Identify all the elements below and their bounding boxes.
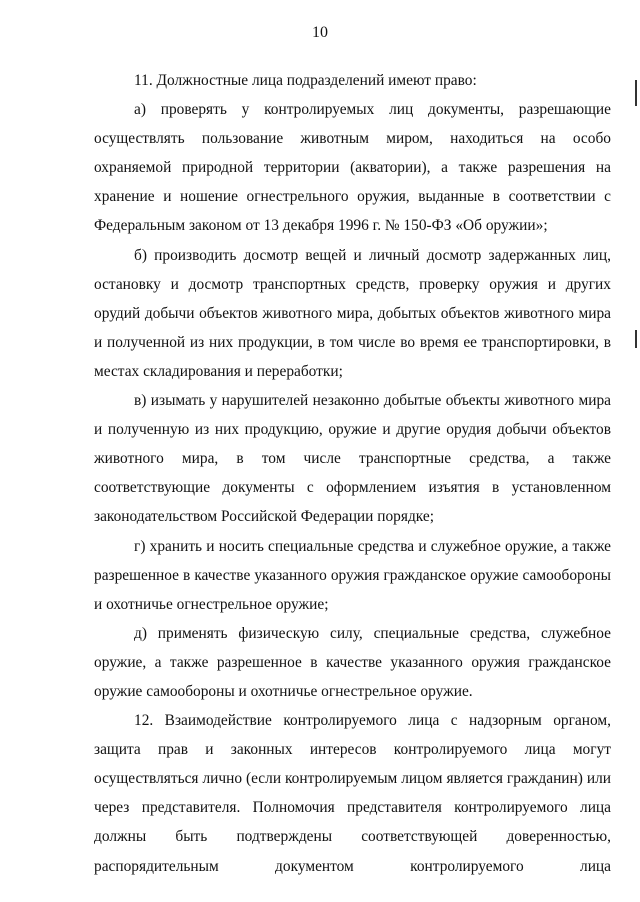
- paragraph-11v: в) изымать у нарушителей незаконно добытые объекты животного мира и полученную из них продукцию, оружие и другие орудия добычи объектов животного мира, в том числе транспортные средства, а также соответствующие документы с оформлением изъятия в установленном законодательством Российской Федерации порядке;: [94, 392, 611, 526]
- scan-edge-mark: [635, 330, 637, 348]
- paragraph-11g: г) хранить и носить специальные средства и служебное оружие, а также разрешенное в качестве указанного оружия гражданское оружие самообороны и охотничье огнестрельное оружие;: [94, 537, 611, 613]
- scan-edge-mark: [635, 80, 637, 106]
- paragraph-12: 12. Взаимодействие контролируемого лица с надзорным органом, защита прав и законных интересов контролируемого лица могут осуществляться лично (если контролируемым лицом является гражданин) или через представителя. Полномочия представителя контролируемого лица должны быть подтверждены соответствующей доверенностью, распорядительным документом контролируемого лица: [94, 712, 611, 875]
- paragraph-11a: а) проверять у контролируемых лиц документы, разрешающие осуществлять пользование животным миром, находиться на особо охраняемой природной территории (акватории), а также разрешения на хранение и ношение огнестрельного оружия, выданные в соответствии с Федеральным законом от 13 декабря 1996 г. № 150-ФЗ «Об оружии»;: [94, 101, 611, 235]
- document-body: [94, 66, 611, 881]
- paragraph-11b: б) производить досмотр вещей и личный досмотр задержанных лиц, остановку и досмотр транспортных средств, проверку оружия и других орудий добычи объектов животного мира, добытых объектов животного мира и полученной из них продукции, в том числе во время ее транспортировки, в местах складирования и переработки;: [94, 246, 611, 380]
- paragraph-11-heading: 11. Должностные лица подразделений имеют право:: [134, 72, 477, 89]
- page-number: 10: [312, 24, 328, 41]
- paragraph-11d: д) применять физическую силу, специальные средства, служебное оружие, а также разрешенное в качестве указанного оружия гражданское оружие самообороны и охотничье огнестрельное оружие.: [94, 624, 611, 700]
